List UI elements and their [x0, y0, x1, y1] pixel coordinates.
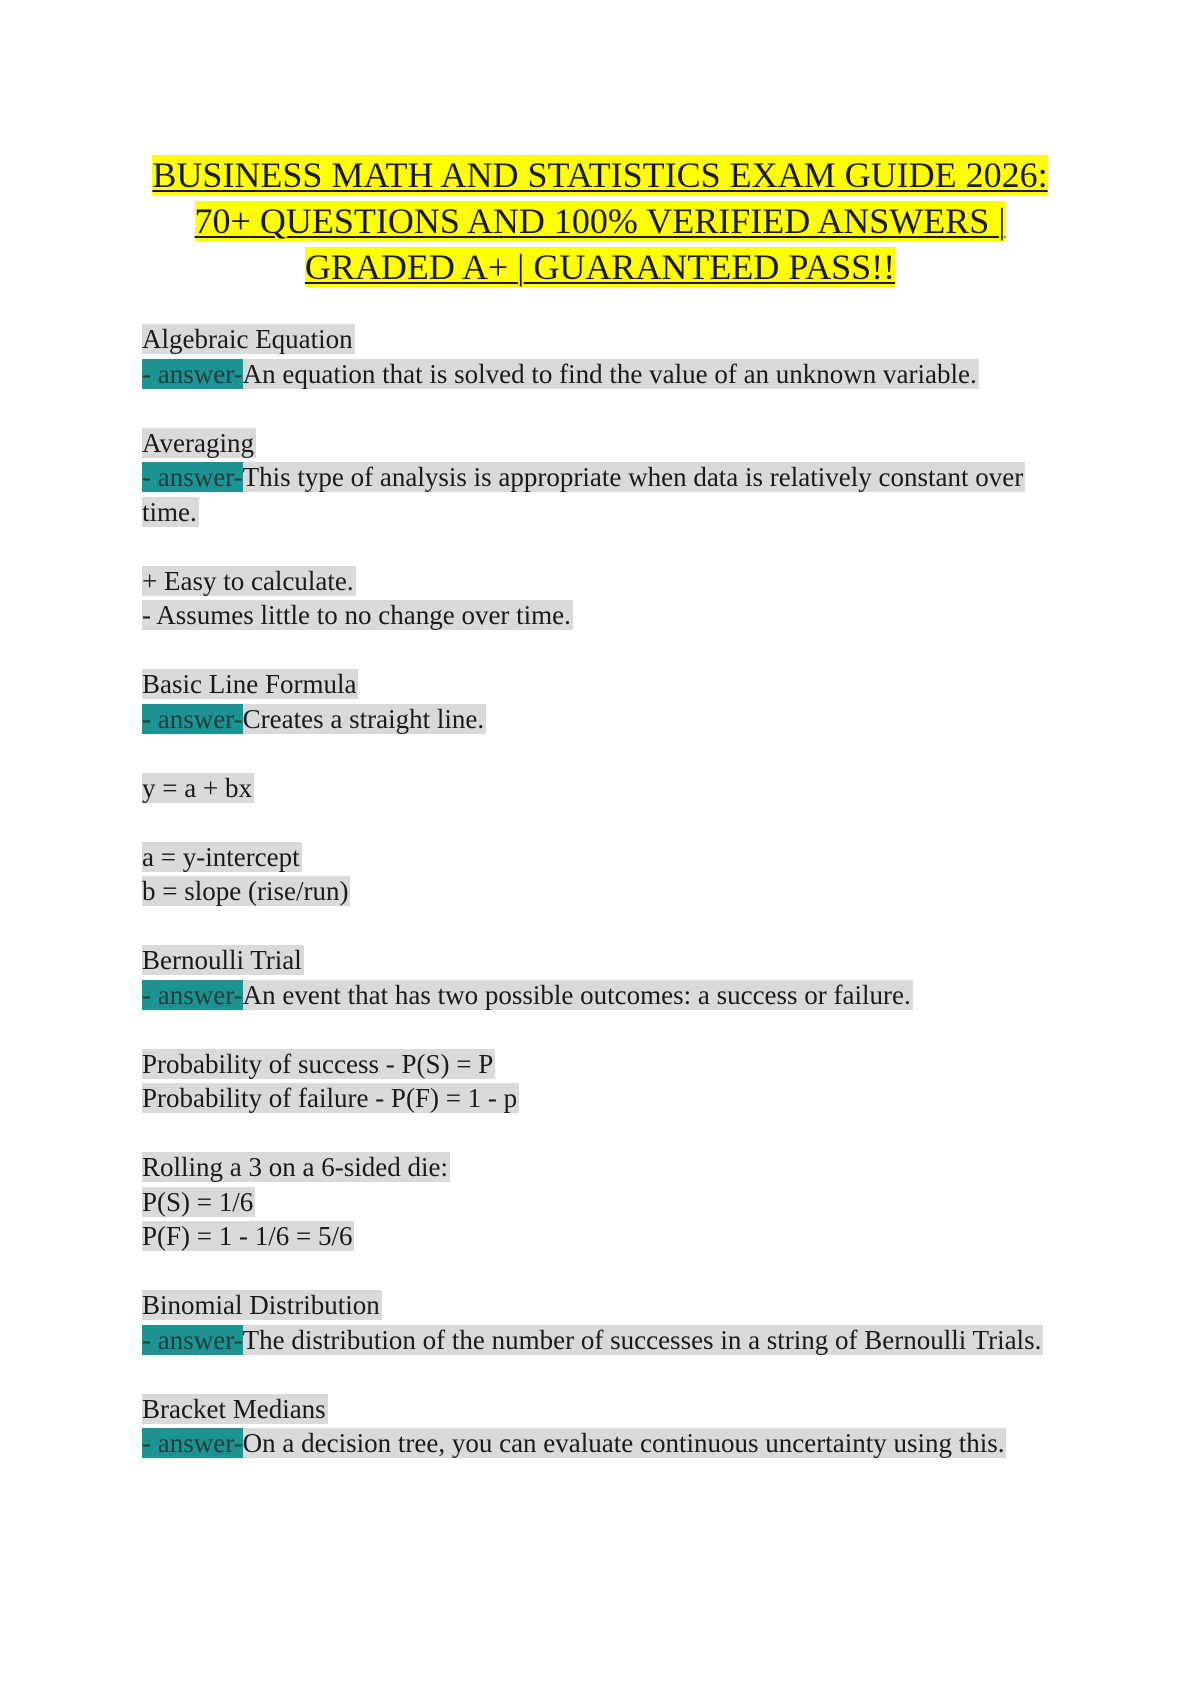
title-line-2: 70+ QUESTIONS AND 100% VERIFIED ANSWERS |: [194, 201, 1006, 241]
title-line-3: GRADED A+ | GUARANTEED PASS!!: [304, 247, 896, 287]
answer-algebraic-equation: - answer-An equation that is solved to find the value of an unknown variable.: [142, 358, 977, 389]
note-averaging-con: - Assumes little to no change over time.: [142, 600, 571, 630]
term-binomial-distribution: Binomial Distribution: [142, 1290, 380, 1320]
note-averaging-pro: + Easy to calculate.: [142, 565, 354, 596]
term-basic-line-formula: Basic Line Formula: [142, 669, 357, 699]
formula-line: y = a + bx: [142, 772, 252, 803]
note-intercept: a = y-intercept: [142, 841, 300, 872]
note-probability-failure: Probability of failure - P(F) = 1 - p: [142, 1083, 518, 1113]
title-line-1: BUSINESS MATH AND STATISTICS EXAM GUIDE 2026:: [152, 155, 1048, 195]
answer-tag: - answer-: [142, 358, 243, 389]
answer-basic-line-formula: - answer-Creates a straight line.: [142, 703, 485, 734]
answer-tag: - answer-: [142, 1324, 243, 1355]
answer-averaging: - answer-This type of analysis is appropriate when data is relatively constant over: [142, 462, 1024, 492]
answer-bracket-medians: - answer-On a decision tree, you can evaluate continuous uncertainty using this.: [142, 1428, 1005, 1458]
answer-tag: - answer-: [142, 1428, 243, 1458]
flashcard-list: [142, 322, 1082, 1461]
answer-tag: - answer-: [142, 462, 243, 492]
term-bernoulli-trial: Bernoulli Trial: [142, 945, 302, 975]
answer-binomial-distribution: - answer-The distribution of the number of successes in a string of Bernoulli Trials.: [142, 1324, 1042, 1355]
answer-tag: - answer-: [142, 703, 243, 734]
term-bracket-medians: Bracket Medians: [142, 1393, 326, 1424]
example-failure: P(F) = 1 - 1/6 = 5/6: [142, 1221, 353, 1251]
note-slope: b = slope (rise/run): [142, 876, 349, 906]
answer-bernoulli-trial: - answer-An event that has two possible outcomes: a success or failure.: [142, 979, 911, 1010]
term-algebraic-equation: Algebraic Equation: [142, 324, 353, 354]
note-probability-success: Probability of success - P(S) = P: [142, 1048, 494, 1079]
example-heading: Rolling a 3 on a 6-sided die:: [142, 1152, 448, 1182]
answer-tag: - answer-: [142, 979, 243, 1010]
term-averaging: Averaging: [142, 427, 254, 458]
answer-averaging-continued: time.: [142, 496, 197, 527]
example-success: P(S) = 1/6: [142, 1186, 254, 1217]
document-title: [130, 152, 1070, 290]
